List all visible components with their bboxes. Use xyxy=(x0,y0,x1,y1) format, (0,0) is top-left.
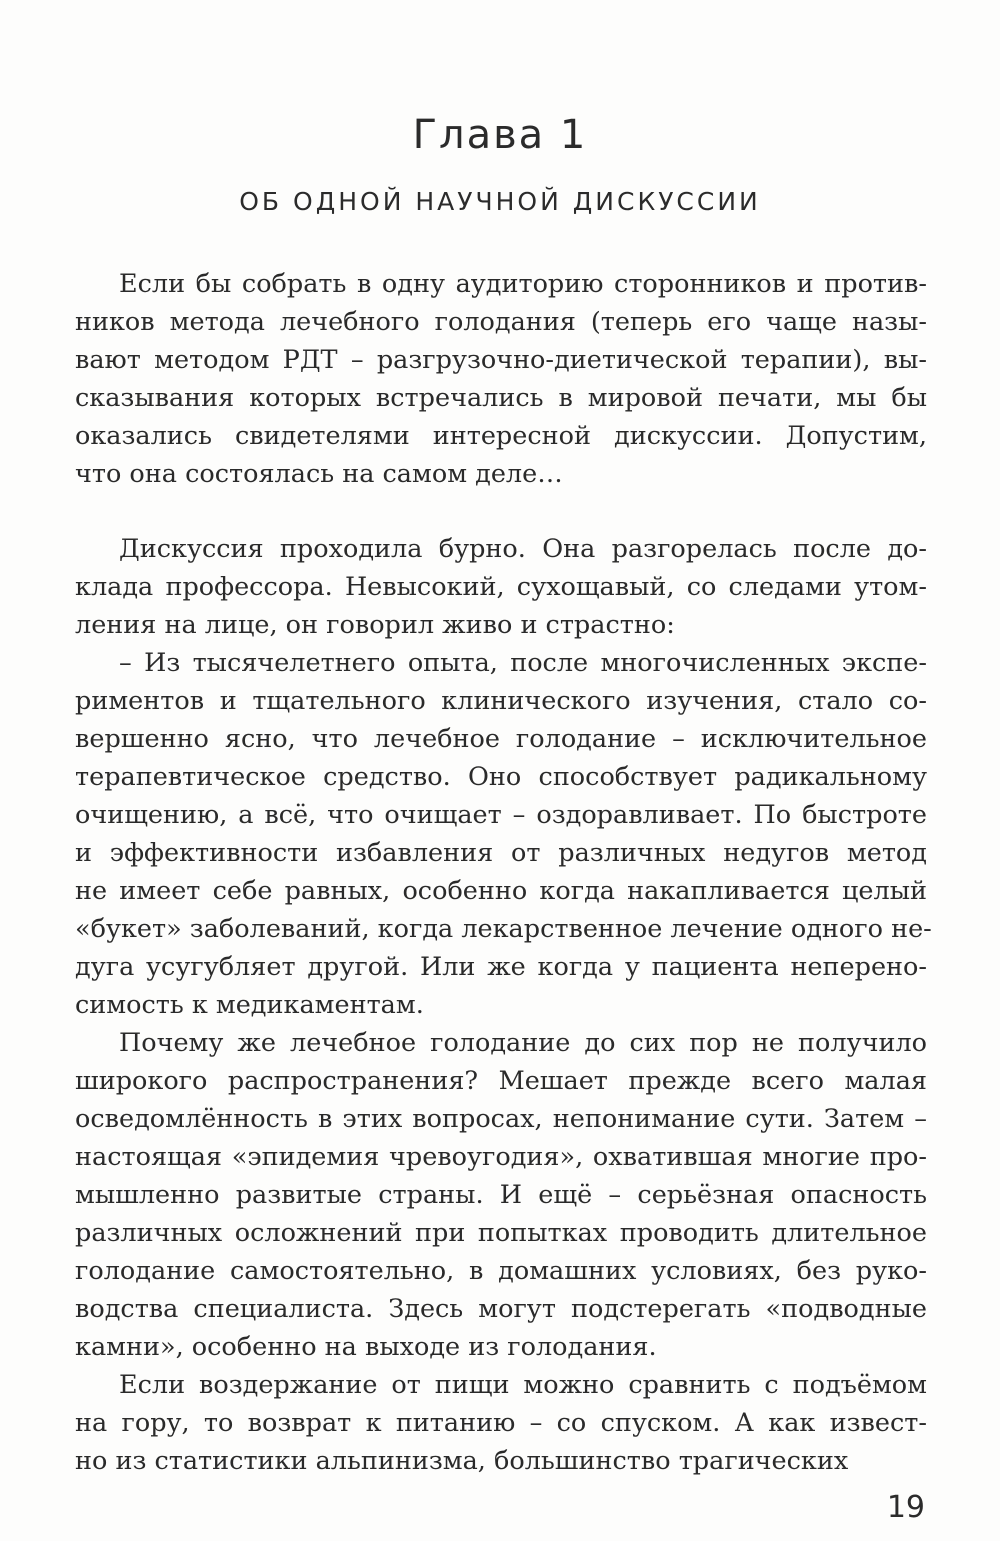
text-line: различных осложнений при попытках проводить длительное xyxy=(75,1218,927,1248)
text-line: водства специалиста. Здесь могут подстерегать «подводные xyxy=(75,1294,927,1324)
chapter-title: Глава 1 xyxy=(412,112,588,158)
text-line: на гору, то возврат к питанию – со спуском. А как извест- xyxy=(75,1408,927,1438)
text-line: клада профессора. Невысокий, сухощавый, со следами утом- xyxy=(75,572,927,602)
text-line: и эффективности избавления от различных недугов метод xyxy=(75,838,927,868)
text-line: мышленно развитые страны. И ещё – серьёзная опасность xyxy=(75,1180,927,1210)
text-line: но из статистики альпинизма, большинство трагических xyxy=(75,1446,849,1476)
text-line: симость к медикаментам. xyxy=(75,990,424,1020)
text-line: ников метода лечебного голодания (теперь его чаще назы- xyxy=(75,307,927,337)
text-line: ления на лице, он говорил живо и страстно: xyxy=(75,610,675,640)
chapter-subtitle: ОБ ОДНОЙ НАУЧНОЙ ДИСКУССИИ xyxy=(239,187,761,216)
text-line: широкого распространения? Мешает прежде всего малая xyxy=(75,1066,927,1096)
text-line: сказывания которых встречались в мировой печати, мы бы xyxy=(75,383,927,413)
text-line: очищению, а всё, что очищает – оздоравливает. По быстроте xyxy=(75,800,927,830)
text-line: вают методом РДТ – разгрузочно-диетической терапии), вы- xyxy=(75,345,927,375)
text-line: камни», особенно на выходе из голодания. xyxy=(75,1332,657,1362)
text-line: «букет» заболеваний, когда лекарственное лечение одного не- xyxy=(75,914,932,944)
text-line: голодание самостоятельно, в домашних условиях, без руко- xyxy=(75,1256,927,1286)
text-line: осведомлённость в этих вопросах, непонимание сути. Затем – xyxy=(75,1104,927,1134)
text-line: риментов и тщательного клинического изучения, стало со- xyxy=(75,686,927,716)
text-line: что она состоялась на самом деле… xyxy=(75,459,563,489)
text-line: Если воздержание от пищи можно сравнить с подъёмом xyxy=(119,1370,927,1400)
text-line: – Из тысячелетнего опыта, после многочисленных экспе- xyxy=(119,648,927,678)
page-number: 19 xyxy=(886,1490,925,1525)
section-intro xyxy=(75,265,927,493)
text-line: терапевтическое средство. Оно способствует радикальному xyxy=(75,762,927,792)
text-line: Почему же лечебное голодание до сих пор не получило xyxy=(119,1028,927,1058)
text-line: Дискуссия проходила бурно. Она разгорелась после до- xyxy=(119,534,927,564)
text-line: Если бы собрать в одну аудиторию сторонников и против- xyxy=(119,269,927,299)
text-line: дуга усугубляет другой. Или же когда у пациента неперено- xyxy=(75,952,927,982)
text-line: настоящая «эпидемия чревоугодия», охватившая многие про- xyxy=(75,1142,927,1172)
text-line: оказались свидетелями интересной дискуссии. Допустим, xyxy=(75,421,927,451)
section-discussion xyxy=(75,530,932,1480)
text-line: не имеет себе равных, особенно когда накапливается целый xyxy=(75,876,927,906)
text-line: вершенно ясно, что лечебное голодание – исключительное xyxy=(75,724,927,754)
